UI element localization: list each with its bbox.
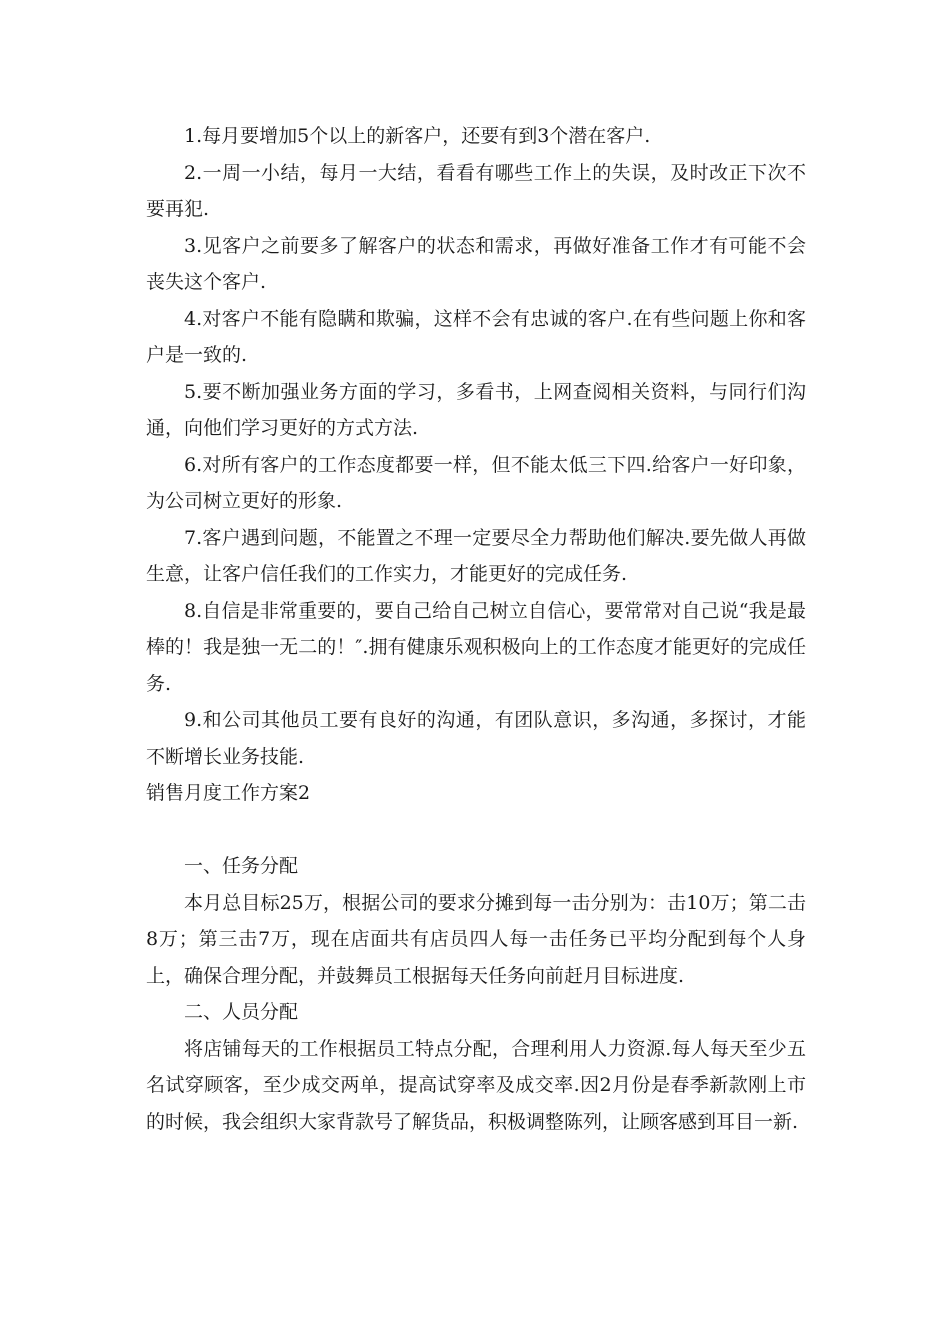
list-item: 3.见客户之前要多了解客户的状态和需求，再做好准备工作才有可能不会丧失这个客户. <box>146 234 806 293</box>
subsection-heading: 二、人员分配 <box>184 1001 299 1023</box>
list-item: 4.对客户不能有隐瞒和欺骗，这样不会有忠诚的客户.在有些问题上你和客户是一致的. <box>146 307 806 366</box>
section-title: 销售月度工作方案2 <box>146 782 311 804</box>
blank-line <box>146 812 806 849</box>
paragraph: 将店铺每天的工作根据员工特点分配，合理利用人力资源.每人每天至少五名试穿顾客，至少成交两单，提高试穿率及成交率.因2月份是春季新款刚上市的时候，我会组织大家背款号了解货品，积极调整陈列，让顾客感到耳目一新. <box>146 1037 806 1133</box>
list-item: 1.每月要增加5个以上的新客户，还要有到3个潜在客户. <box>184 125 651 147</box>
paragraph: 本月总目标25万，根据公司的要求分摊到每一击分别为：击10万；第二击8万；第三击7万，现在店面共有店员四人每一击任务已平均分配到每个人身上，确保合理分配，并鼓舞员工根据每天任务向前赶月目标进度. <box>146 891 806 987</box>
document-content <box>146 118 806 1140</box>
list-item: 8.自信是非常重要的，要自己给自己树立自信心，要常常对自己说“我是最棒的！我是独一无二的！″.拥有健康乐观积极向上的工作态度才能更好的完成任务. <box>146 599 806 695</box>
list-item: 7.客户遇到问题，不能置之不理一定要尽全力帮助他们解决.要先做人再做生意，让客户信任我们的工作实力，才能更好的完成任务. <box>146 526 806 585</box>
list-item: 5.要不断加强业务方面的学习，多看书，上网查阅相关资料，与同行们沟通，向他们学习更好的方式方法. <box>146 380 806 439</box>
list-item: 9.和公司其他员工要有良好的沟通，有团队意识，多沟通，多探讨，才能不断增长业务技能. <box>146 709 806 768</box>
list-item: 2.一周一小结，每月一大结，看看有哪些工作上的失误，及时改正下次不要再犯. <box>146 161 806 220</box>
subsection-heading: 一、任务分配 <box>184 855 299 877</box>
list-item: 6.对所有客户的工作态度都要一样，但不能太低三下四.给客户一好印象，为公司树立更好的形象. <box>146 453 806 512</box>
